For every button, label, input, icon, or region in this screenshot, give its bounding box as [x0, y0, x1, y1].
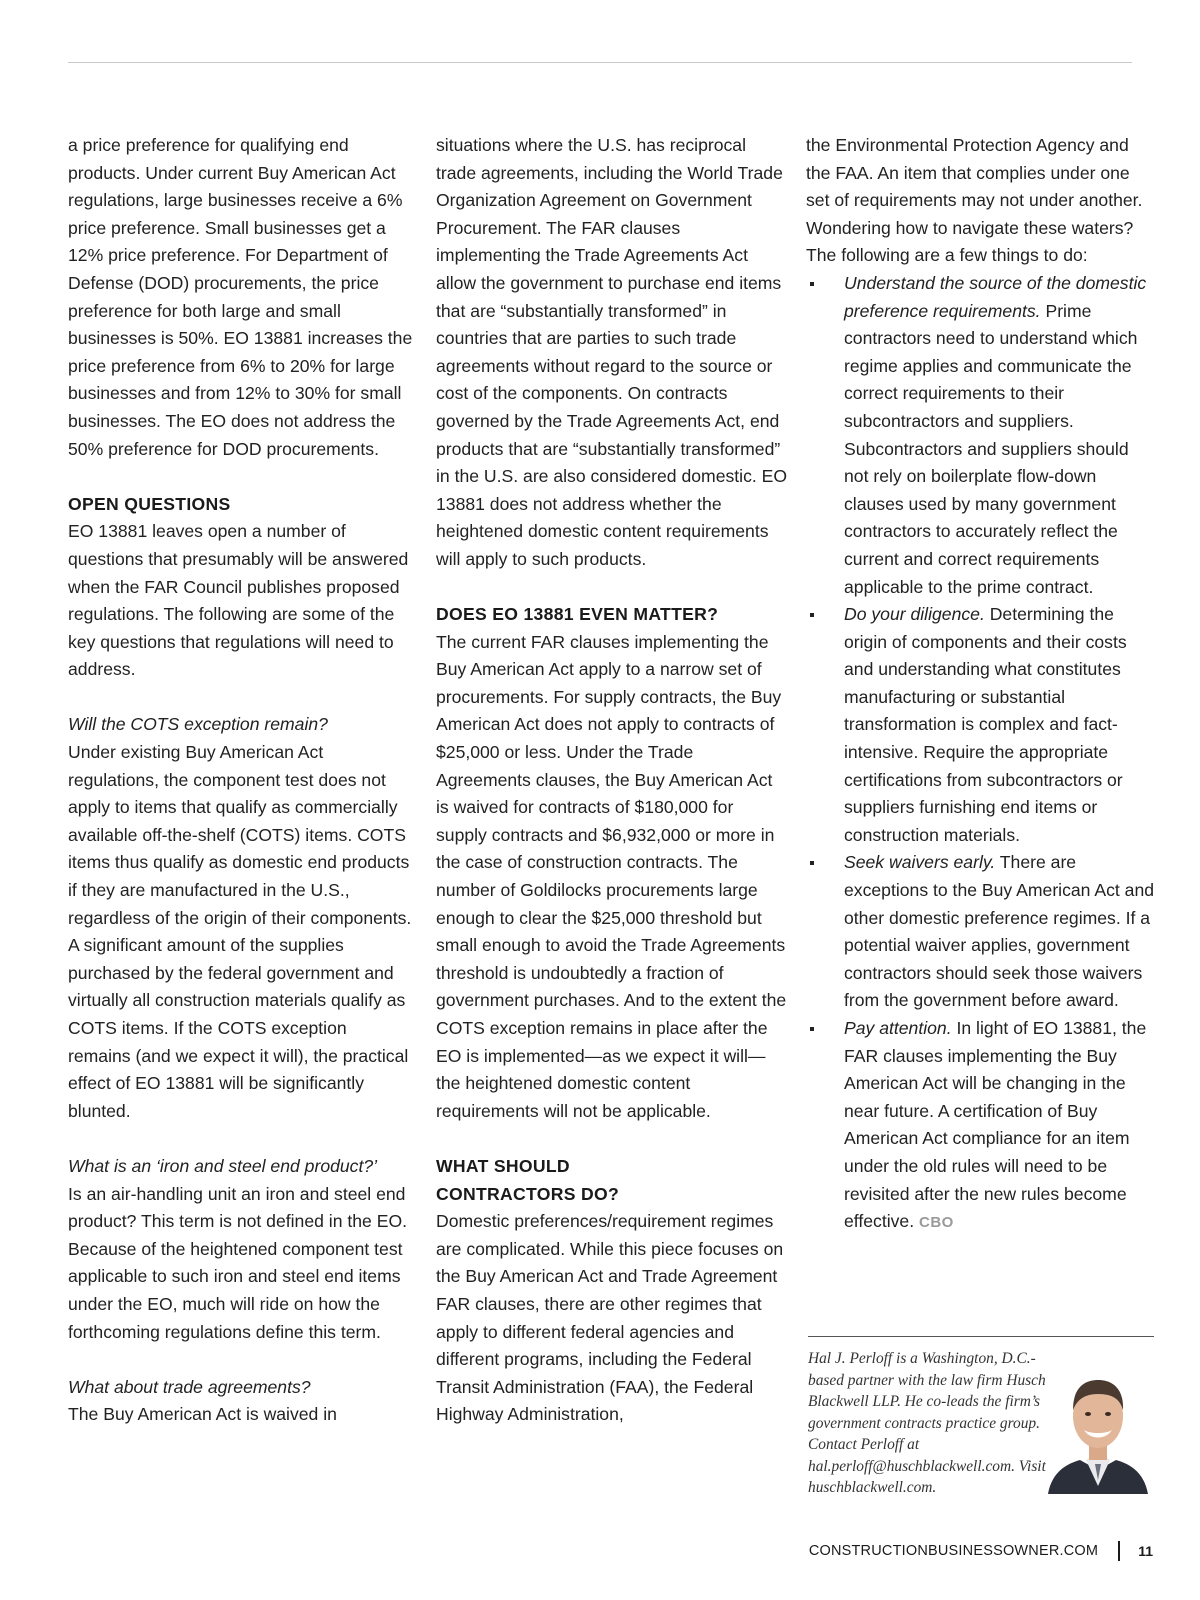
trade-agreements-paragraph-start: The Buy American Act is waived in: [68, 1404, 337, 1425]
contractors-paragraph-start: Domestic preferences/requirement regimes are complicated. While this piece focuses on the Buy American Act and Trade Agreement FAR clauses, there are other regimes that apply to different federal agencies and different programs, including the Federal Transit Administration (FAA), the Federal Highway Administration,: [436, 1211, 784, 1425]
tip-text: There are exceptions to the Buy American Act and other domestic preference regimes. If a potential waiver applies, government contractors should seek those waivers from the government before award.: [844, 852, 1155, 1011]
iron-steel-question-title: What is an ‘iron and steel end product?’: [68, 1155, 378, 1176]
tip-item: [806, 270, 1156, 601]
tip-lead: Understand the source of the domestic preference requirements.: [844, 272, 1147, 321]
tip-item: [806, 601, 1156, 849]
column-1: [68, 132, 414, 1429]
tip-lead: Seek waivers early.: [844, 852, 996, 873]
contractors-heading-line-1: WHAT SHOULD: [436, 1155, 570, 1176]
page-footer: [809, 1541, 1153, 1561]
trade-agreements-question-title: What about trade agreements?: [68, 1376, 311, 1397]
cots-question-title: Will the COTS exception remain?: [68, 714, 328, 735]
contractors-heading-line-2: CONTRACTORS DO?: [436, 1183, 620, 1204]
author-bio-text: Hal J. Perloff is a Washington, D.C.-based partner with the law firm Husch Blackwell LLP. He co-leads the firm’s government contracts practice group. Contact Perloff at hal.perloff@huschblackwell.com. Visit huschblackwell.com.: [808, 1350, 1046, 1496]
cots-question-paragraph: Under existing Buy American Act regulations, the component test does not apply to items that qualify as commercially available off-the-shelf (COTS) items. COTS items thus qualify as domestic end products if they are manufactured in the U.S., regardless of the origin of their components. A significant amount of the supplies purchased by the federal government and virtually all construction materials qualify as COTS items. If the COTS exception remains (and we expect it will), the practical effect of EO 13881 will be significantly blunted.: [68, 742, 412, 1121]
contractors-paragraph-continued: the Environmental Protection Agency and the FAA. An item that complies under one set of requirements may not under another. Wondering how to navigate these waters? The following are a few things to do:: [806, 135, 1143, 266]
bio-divider: [808, 1336, 1154, 1337]
open-questions-paragraph: EO 13881 leaves open a number of questions that presumably will be answered when the FAR Council publishes proposed regulations. The following are some of the key questions that regulations will need to address.: [68, 521, 409, 680]
top-rule: [68, 62, 1132, 63]
tip-item: [806, 849, 1156, 1015]
does-eo-matter-heading: DOES EO 13881 EVEN MATTER?: [436, 604, 719, 625]
tips-list: [806, 270, 1156, 1237]
iron-steel-question-paragraph: Is an air-handling unit an iron and steel end product? This term is not defined in the EO. Because of the heightened component test applicable to such iron and steel end items under the EO, much will ride on how the forthcoming regulations define this term.: [68, 1183, 408, 1342]
tip-text: Prime contractors need to understand which regime applies and communicate the correct requirements to their subcontractors and suppliers. Subcontractors and suppliers should not rely on boilerplate flow-down clauses used by many government contractors to accurately reflect the current and correct requirements applicable to the prime contract.: [844, 300, 1138, 597]
tip-lead: Pay attention.: [844, 1018, 952, 1038]
tip-item: [806, 1015, 1156, 1237]
does-eo-matter-paragraph: The current FAR clauses implementing the Buy American Act apply to a narrow set of procurements. For supply contracts, the Buy American Act does not apply to contracts of $25,000 or less. Under the Trade Agreements clauses, the Buy American Act is waived for contracts of $180,000 for supply contracts and $6,932,000 or more in the case of construction contracts. The number of Goldilocks procurements large enough to clear the $25,000 threshold but small enough to avoid the Trade Agreements threshold is undoubtedly a fraction of government purchases. And to the extent the COTS exception remains in place after the EO is implemented—as we expect it will—the heightened domestic content requirements will not be applicable.: [436, 631, 787, 1121]
footer-site: CONSTRUCTIONBUSINESSOWNER.COM: [808, 1543, 1099, 1559]
author-bio: [808, 1348, 1053, 1499]
footer-separator: [1118, 1541, 1120, 1561]
column-2: [436, 132, 788, 1429]
tip-text: In light of EO 13881, the FAR clauses implementing the Buy American Act will be changing in the near future. A certification of Buy American Act compliance for an item under the old rules will need to be revisited after the new rules become effective.: [844, 1018, 1147, 1232]
tip-lead: Do your diligence.: [844, 604, 985, 625]
trade-agreements-paragraph-continued: situations where the U.S. has reciprocal trade agreements, including the World Trade Organization Agreement on Government Procurement. The FAR clauses implementing the Trade Agreements Act allow the government to purchase end items that are “substantially transformed” in countries that are parties to such trade agreements without regard to the source or cost of the components. On contracts governed by the Trade Agreements Act, end products that are “substantially transformed” in the U.S. are also considered domestic. EO 13881 does not address whether the heightened domestic content requirements will apply to such products.: [436, 135, 788, 569]
column-3: [806, 132, 1156, 1237]
end-mark: CBO: [918, 1214, 954, 1232]
open-questions-heading: OPEN QUESTIONS: [68, 493, 231, 514]
tip-text: Determining the origin of components and their costs and understanding what constitutes manufacturing or substantial transformation is complex and fact-intensive. Require the appropriate certifications from subcontractors or suppliers furnishing end items or construction materials.: [844, 604, 1127, 845]
intro-paragraph: a price preference for qualifying end products. Under current Buy American Act regulations, large businesses receive a 6% price preference. Small businesses get a 12% price preference. For Department of Defense (DOD) procurements, the price preference for both large and small businesses is 50%. EO 13881 increases the price preference from 6% to 20% for large businesses and from 12% to 30% for small businesses. The EO does not address the 50% preference for DOD procurements.: [68, 135, 413, 459]
author-portrait: [1046, 1360, 1150, 1494]
page-number: 11: [1138, 1543, 1153, 1559]
